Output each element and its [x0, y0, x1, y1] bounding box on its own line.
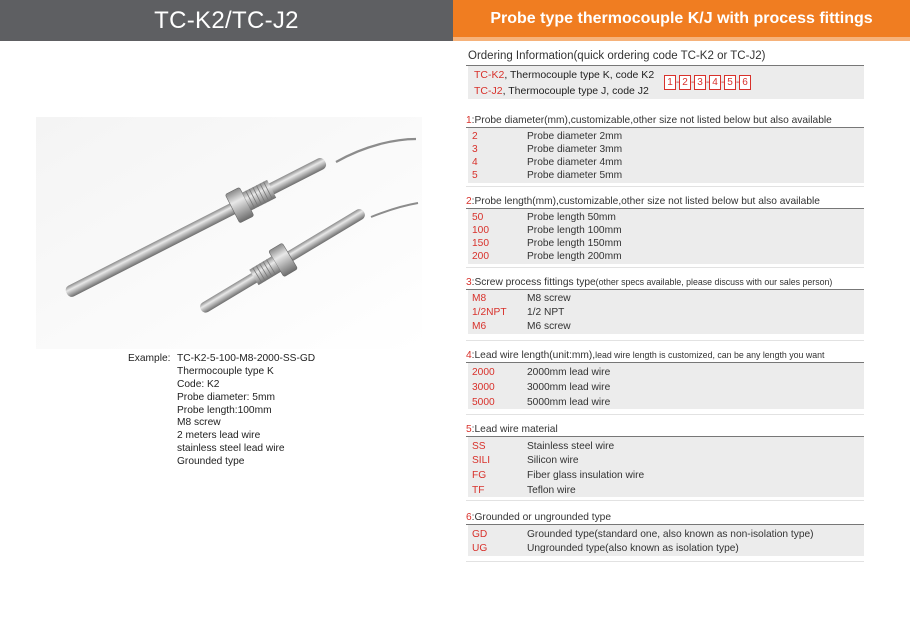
list-item: SS Stainless steel wire [472, 441, 615, 452]
list-item: UG Ungrounded type(also known as isolation type) [472, 543, 739, 554]
k-type-line [474, 69, 654, 81]
j-type-line [474, 85, 649, 97]
page-title: TC-K2/TC-J2 [0, 0, 453, 41]
example-lines [177, 353, 315, 469]
j-desc: , Thermocouple type J, code J2 [502, 85, 649, 97]
position-box: 5 [724, 75, 736, 90]
divider [466, 267, 864, 268]
list-item: 100 Probe length 100mm [472, 225, 622, 236]
list-item: FG Fiber glass insulation wire [472, 470, 645, 481]
section-title: 4:Lead wire length(unit:mm),lead wire length is customized, can be any length you want [466, 350, 825, 361]
example-line: Code: K2 [177, 378, 220, 390]
list-item: M6 M6 screw [472, 321, 571, 332]
example-line: Thermocouple type K [177, 365, 274, 377]
list-item: 4 Probe diameter 4mm [472, 157, 623, 168]
example-line: 2 meters lead wire [177, 430, 261, 442]
divider [466, 500, 864, 501]
position-box: 6 [739, 75, 751, 90]
example-line: TC-K2-5-100-M8-2000-SS-GD [177, 353, 316, 364]
ordering-box [468, 66, 864, 99]
divider [466, 340, 864, 341]
list-item: 200 Probe length 200mm [472, 251, 622, 262]
section-title: 3:Screw process fittings type(other specs available, please discuss with our sales person) [466, 277, 833, 288]
code-position-boxes: 1 - 2 - 3 - 4 - 5 - 6 [664, 75, 751, 89]
list-item: 1/2NPT 1/2 NPT [472, 307, 565, 318]
heading-underline [453, 37, 910, 41]
section-title: 2:Probe length(mm),customizable,other size not listed below but also available [466, 196, 820, 207]
divider [466, 186, 864, 187]
ordering-title: Ordering Information(quick ordering code TC-K2 or TC-J2) [468, 50, 766, 62]
list-item: SILI Silicon wire [472, 455, 579, 466]
k-code: TC-K2 [474, 69, 505, 81]
example-line: Grounded type [177, 456, 245, 468]
section-title: 1:Probe diameter(mm),customizable,other size not listed below but also available [466, 115, 832, 126]
example-label: Example: [128, 353, 171, 364]
list-item: 5 Probe diameter 5mm [472, 170, 623, 181]
position-box: 1 [664, 75, 676, 90]
example-line: M8 screw [177, 417, 221, 429]
position-box: 3 [694, 75, 706, 90]
position-box: 2 [679, 75, 691, 90]
list-item: 2000 2000mm lead wire [472, 367, 611, 378]
position-box: 4 [709, 75, 721, 90]
list-item: GD Grounded type(standard one, also known as non-isolation type) [472, 529, 814, 540]
divider [466, 414, 864, 415]
list-item: M8 M8 screw [472, 293, 571, 304]
list-item: 150 Probe length 150mm [472, 238, 622, 249]
k-desc: , Thermocouple type K, code K2 [504, 69, 655, 81]
example-line: stainless steel lead wire [177, 443, 285, 455]
example-line: Probe diameter: 5mm [177, 391, 275, 403]
product-photo [36, 117, 422, 349]
section-title: 6:Grounded or ungrounded type [466, 512, 612, 523]
section-title: 5:Lead wire material [466, 424, 558, 435]
list-item: 50 Probe length 50mm [472, 212, 616, 223]
divider [466, 561, 864, 562]
j-code: TC-J2 [474, 85, 503, 97]
list-item: 2 Probe diameter 2mm [472, 131, 623, 142]
list-item: 3 Probe diameter 3mm [472, 144, 623, 155]
example-line: Probe length:100mm [177, 404, 272, 416]
list-item: 3000 3000mm lead wire [472, 382, 611, 393]
list-item: TF Teflon wire [472, 485, 576, 496]
product-heading: Probe type thermocouple K/J with process fittings [453, 0, 910, 37]
list-item: 5000 5000mm lead wire [472, 397, 611, 408]
